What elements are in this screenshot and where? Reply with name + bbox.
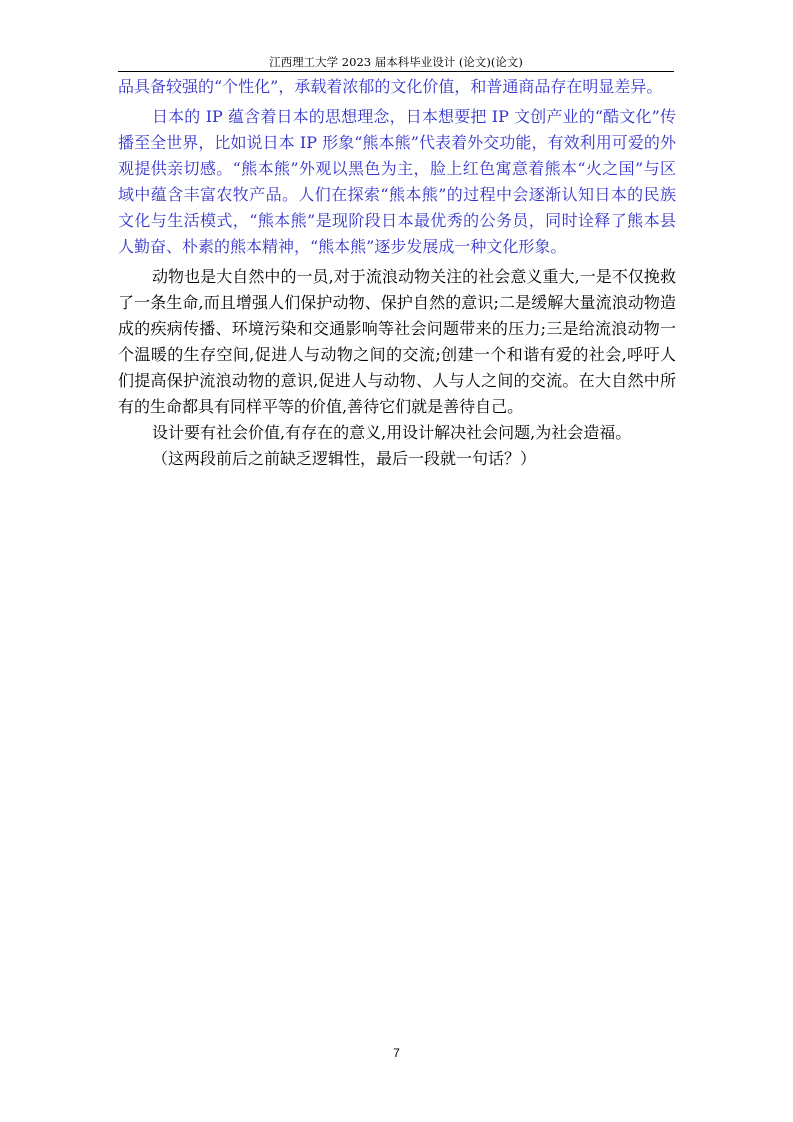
page-number: 7 (393, 1046, 400, 1060)
paragraph-kumamon: 日本的 IP 蕴含着日本的思想理念，日本想要把 IP 文创产业的“酷文化”传播至全世界，比如说日本 IP 形象“熊本熊”代表着外交功能，有效利用可爱的外观提供亲切感。“熊本熊”外观以黑色为主，脸上红色寓意着熊本“火之国”与区域中蕴含丰富农牧产品。人们在探索“熊本熊”的过程中会逐渐认知日本的民族文化与生活模式，“熊本熊”是现阶段日本最优秀的公务员，同时诠释了熊本县人勤奋、朴素的熊本精神，“熊本熊”逐步发展成一种文化形象。 (118, 107, 676, 256)
paragraph-continuation: 品具备较强的“个性化”，承载着浓郁的文化价值，和普通商品存在明显差异。 (118, 77, 663, 96)
paragraph-stray-animals: 动物也是大自然中的一员,对于流浪动物关注的社会意义重大,一是不仅挽救了一条生命,而且增强人们保护动物、保护自然的意识;二是缓解大量流浪动物造成的疾病传播、环境污染和交通影响等社会问题带来的压力;三是给流浪动物一个温暖的生存空间,促进人与动物之间的交流;创建一个和谐有爱的社会,呼吁人们提高保护流浪动物的意识,促进人与动物、人与人之间的交流。在大自然中所有的生命都具有同样平等的价值,善待它们就是善待自己。 (118, 267, 676, 416)
page-header: 江西理工大学 2023 届本科毕业设计 (论文)(论文) (269, 55, 523, 69)
body-text (118, 74, 676, 472)
paragraph-design-value: 设计要有社会价值,有存在的意义,用设计解决社会问题,为社会造福。 (152, 423, 632, 442)
header-rule (118, 71, 674, 72)
review-comment: （这两段前后之前缺乏逻辑性，最后一段就一句话？） (152, 449, 537, 468)
